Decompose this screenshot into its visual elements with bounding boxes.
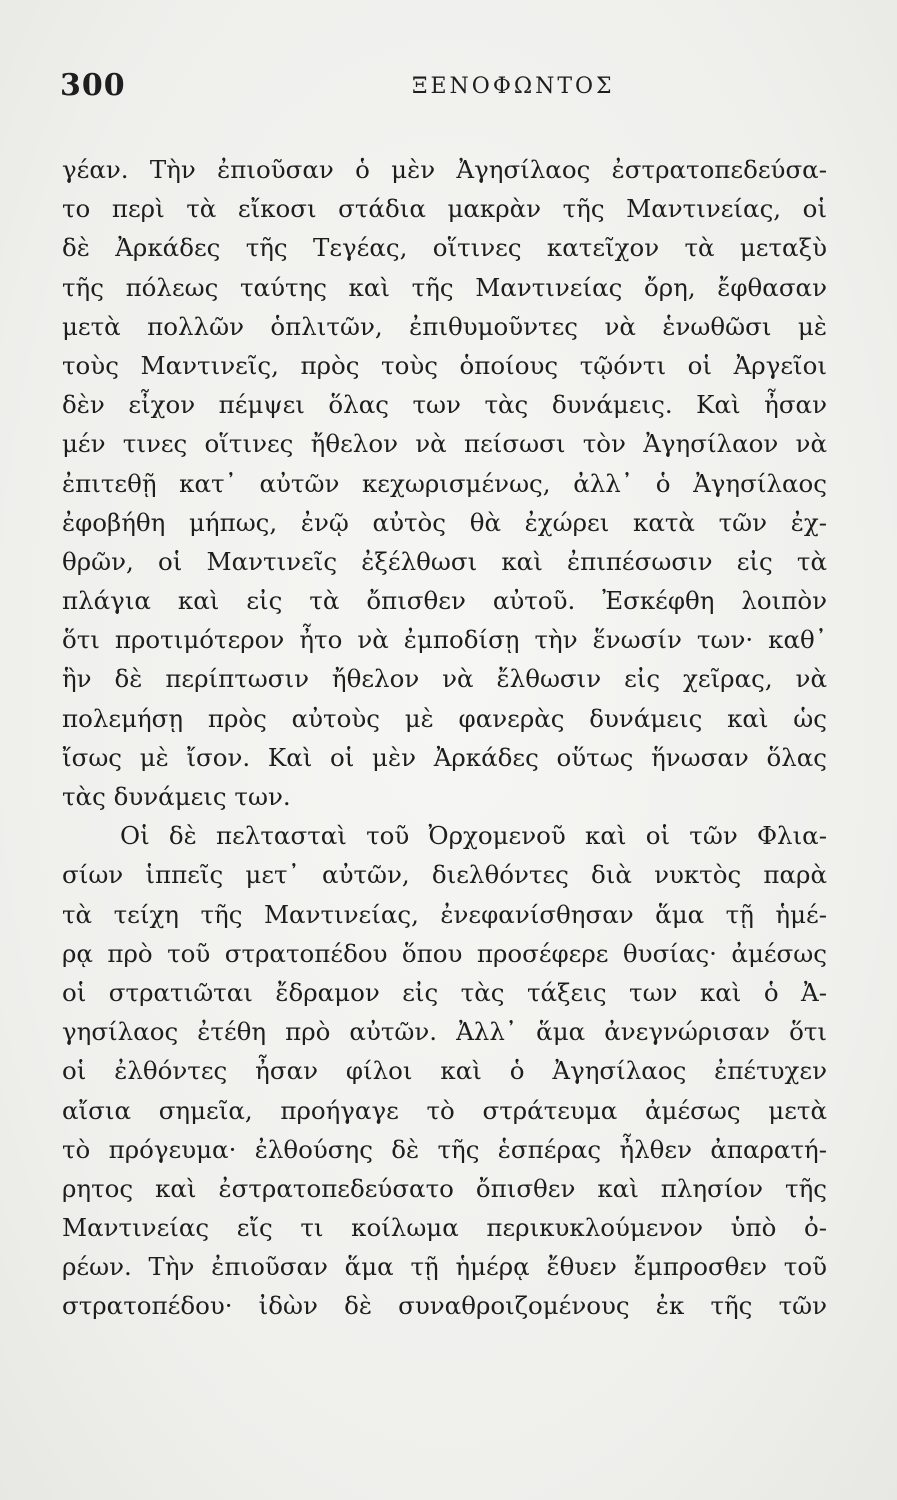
text-line: σίων ἱππεῖς μετ᾿ αὐτῶν, διελθόντες διὰ νυκτὸς παρὰ bbox=[62, 860, 827, 890]
page-header bbox=[60, 68, 850, 108]
paragraph-2 bbox=[62, 816, 827, 1325]
text-line: ἣν δὲ περίπτωσιν ἤθελον νὰ ἔλθωσιν εἰς χεῖρας, νὰ bbox=[62, 664, 827, 694]
text-line: γησίλαος ἐτέθη πρὸ αὐτῶν. Ἀλλ᾿ ἅμα ἀνεγνώρισαν ὅτι bbox=[62, 1017, 827, 1047]
text-line: γέαν. Τὴν ἐπιοῦσαν ὁ μὲν Ἀγησίλαος ἐστρατοπεδεύσα- bbox=[62, 155, 827, 184]
text-line: θρῶν, οἱ Μαντινεῖς ἐξέλθωσι καὶ ἐπιπέσωσιν εἰς τὰ bbox=[62, 546, 827, 576]
text-line: τὸ πρόγευμα· ἐλθούσης δὲ τῆς ἑσπέρας ἦλθεν ἀπαρατή- bbox=[62, 1134, 827, 1164]
text-line: τῆς πόλεως ταύτης καὶ τῆς Μαντινείας ὄρη, ἔφθασαν bbox=[62, 272, 827, 302]
text-line: στρατοπέδου· ἰδὼν δὲ συναθροιζομένους ἐκ τῆς τῶν bbox=[62, 1291, 827, 1321]
text-line: Μαντινείας εἴς τι κοίλωμα περικυκλούμενον ὑπὸ ὀ- bbox=[62, 1213, 827, 1243]
text-line: μετὰ πολλῶν ὁπλιτῶν, ἐπιθυμοῦντες νὰ ἑνωθῶσι μὲ bbox=[62, 311, 827, 341]
text-line: πλάγια καὶ εἰς τὰ ὄπισθεν αὐτοῦ. Ἐσκέφθη λοιπὸν bbox=[62, 586, 827, 616]
text-line: μέν τινες οἵτινες ἤθελον νὰ πείσωσι τὸν Ἀγησίλαον νὰ bbox=[62, 429, 827, 459]
text-line: οἱ ἐλθόντες ἦσαν φίλοι καὶ ὁ Ἀγησίλαος ἐπέτυχεν bbox=[62, 1056, 827, 1086]
text-line: τὰ τείχη τῆς Μαντινείας, ἐνεφανίσθησαν ἅμα τῇ ἡμέ- bbox=[62, 899, 827, 929]
text-line: δὲ Ἀρκάδες τῆς Τεγέας, οἵτινες κατεῖχον τὰ μεταξὺ bbox=[62, 233, 827, 263]
page-number: 300 bbox=[60, 68, 126, 103]
text-line: ρᾳ πρὸ τοῦ στρατοπέδου ὅπου προσέφερε θυσίας· ἀμέσως bbox=[62, 938, 827, 968]
paragraph-1 bbox=[62, 150, 827, 816]
text-line: τοὺς Μαντινεῖς, πρὸς τοὺς ὁποίους τῷόντι οἱ Ἀργεῖοι bbox=[62, 350, 827, 380]
text-line: ἐπιτεθῇ κατ᾿ αὐτῶν κεχωρισμένως, ἀλλ᾿ ὁ Ἀγησίλαος bbox=[62, 468, 827, 498]
body-text bbox=[62, 150, 827, 1326]
text-line: ἴσως μὲ ἴσον. Καὶ οἱ μὲν Ἀρκάδες οὕτως ἥνωσαν ὅλας bbox=[62, 742, 827, 772]
text-line: ρητος καὶ ἐστρατοπεδεύσατο ὄπισθεν καὶ πλησίον τῆς bbox=[62, 1173, 827, 1203]
text-line: ρέων. Τὴν ἐπιοῦσαν ἅμα τῇ ἡμέρᾳ ἔθυεν ἔμπροσθεν τοῦ bbox=[62, 1252, 827, 1282]
text-line: οἱ στρατιῶται ἔδραμον εἰς τὰς τάξεις των καὶ ὁ Ἀ- bbox=[62, 977, 827, 1007]
text-line: αἴσια σημεῖα, προήγαγε τὸ στράτευμα ἀμέσως μετὰ bbox=[62, 1095, 827, 1125]
text-line: τὰς δυνάμεις των. bbox=[62, 782, 291, 811]
text-line: το περὶ τὰ εἴκοσι στάδια μακρὰν τῆς Μαντινείας, οἱ bbox=[62, 194, 827, 224]
text-line: ὅτι προτιμότερον ἦτο νὰ ἐμποδίσῃ τὴν ἕνωσίν των· καθ᾿ bbox=[62, 625, 827, 655]
text-line: δὲν εἶχον πέμψει ὅλας των τὰς δυνάμεις. Καὶ ἦσαν bbox=[62, 390, 827, 420]
text-line: πολεμήσῃ πρὸς αὐτοὺς μὲ φανερὰς δυνάμεις καὶ ὡς bbox=[62, 703, 827, 733]
text-line: ἐφοβήθη μήπως, ἐνῷ αὐτὸς θὰ ἐχώρει κατὰ τῶν ἐχ- bbox=[62, 507, 827, 537]
text-line: Οἱ δὲ πελτασταὶ τοῦ Ὀρχομενοῦ καὶ οἱ τῶν Φλια- bbox=[120, 821, 827, 851]
running-head: ΞΕΝΟΦΩΝΤΟΣ bbox=[412, 74, 615, 99]
